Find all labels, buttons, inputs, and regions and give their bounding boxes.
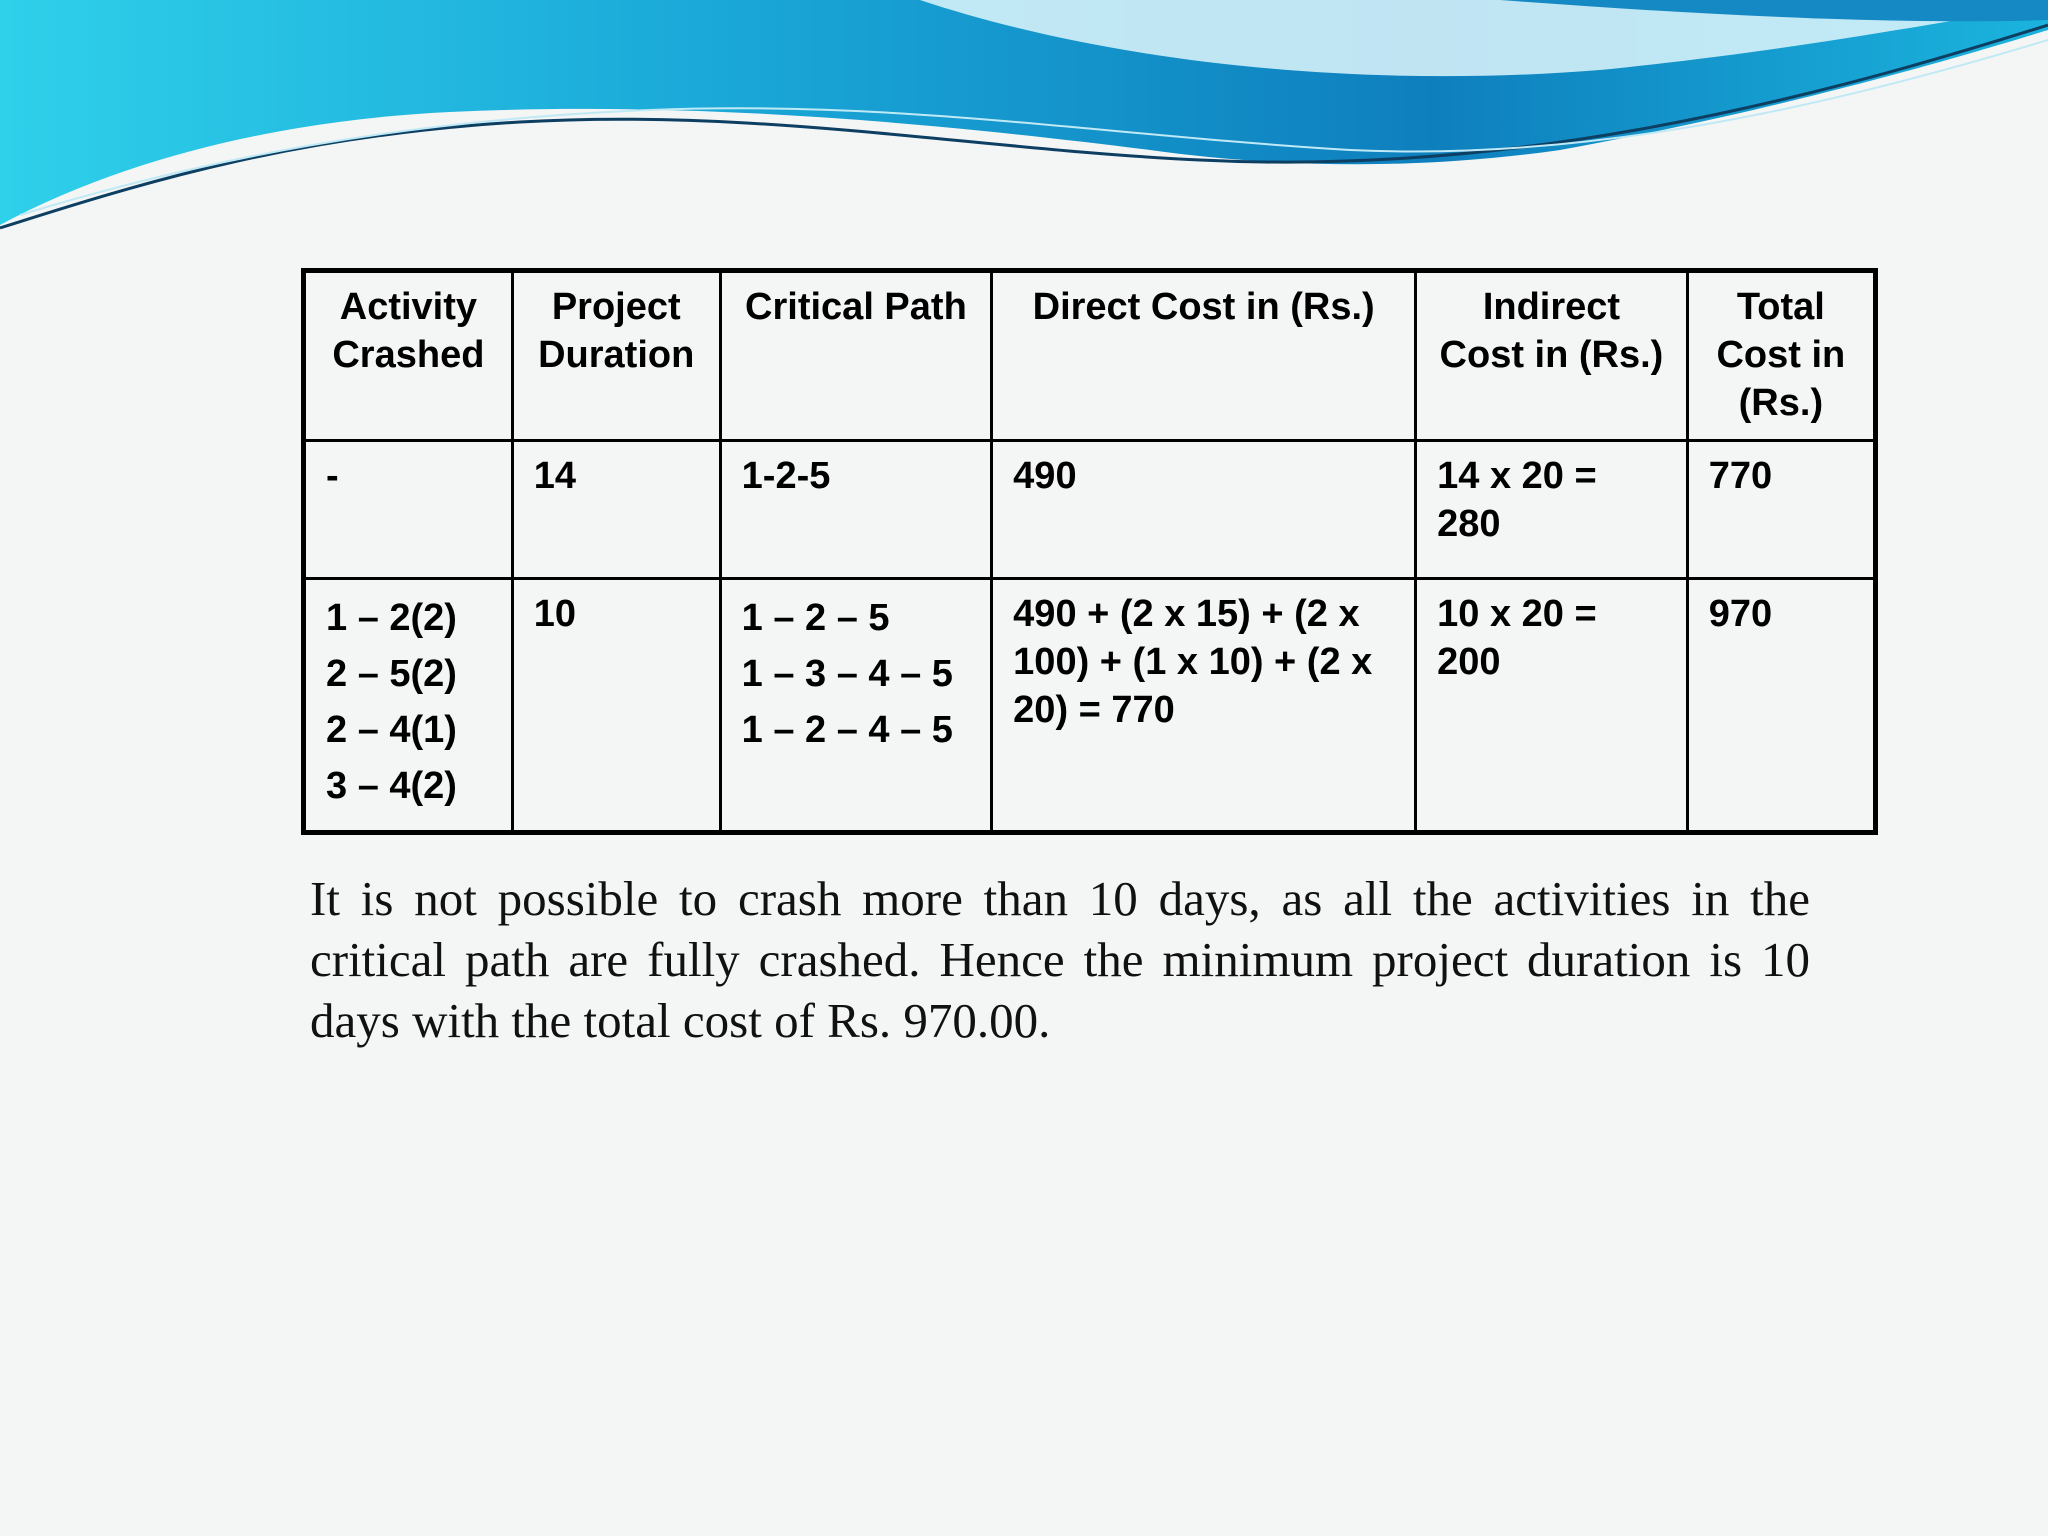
table-row	[304, 441, 1876, 579]
total-cost-cell: 770	[1687, 441, 1875, 579]
duration-cell: 10	[512, 579, 720, 833]
conclusion-paragraph: It is not possible to crash more than 10 days, as all the activities in the critical path are fully crashed. Hence the minimum project duration is 10 days with the total cost of Rs. 970.00.	[310, 871, 1810, 1048]
duration-cell: 14	[512, 441, 720, 579]
header-wave-decoration	[0, 0, 2048, 240]
col-header-duration: Project Duration	[512, 271, 720, 441]
path-entry: 1 – 3 – 4 – 5	[741, 653, 953, 695]
activity-entry: 2 – 4(1)	[326, 709, 457, 751]
critical-path-cell	[720, 441, 992, 579]
direct-cost-cell: 490 + (2 x 15) + (2 x 100) + (1 x 10) + (2 x 20) = 770	[992, 579, 1416, 833]
activity-entry: -	[326, 455, 339, 497]
table-header-row	[304, 271, 1876, 441]
path-entry: 1 – 2 – 5	[741, 597, 890, 639]
col-header-direct-cost: Direct Cost in (Rs.)	[992, 271, 1416, 441]
indirect-cost-cell: 10 x 20 = 200	[1416, 579, 1688, 833]
col-header-critical-path: Critical Path	[720, 271, 992, 441]
total-cost-cell: 970	[1687, 579, 1875, 833]
col-header-indirect-cost: Indirect Cost in (Rs.)	[1416, 271, 1688, 441]
crashing-cost-table	[301, 268, 1878, 835]
col-header-activity: Activity Crashed	[304, 271, 513, 441]
activity-entry: 3 – 4(2)	[326, 765, 457, 807]
activity-entry: 2 – 5(2)	[326, 653, 457, 695]
activity-cell	[304, 579, 513, 833]
path-entry: 1-2-5	[741, 455, 831, 497]
activity-cell	[304, 441, 513, 579]
activity-entry: 1 – 2(2)	[326, 597, 457, 639]
indirect-cost-cell: 14 x 20 = 280	[1416, 441, 1688, 579]
col-header-total-cost: Total Cost in (Rs.)	[1687, 271, 1875, 441]
critical-path-cell	[720, 579, 992, 833]
path-entry: 1 – 2 – 4 – 5	[741, 709, 953, 751]
direct-cost-cell: 490	[992, 441, 1416, 579]
table-row	[304, 579, 1876, 833]
